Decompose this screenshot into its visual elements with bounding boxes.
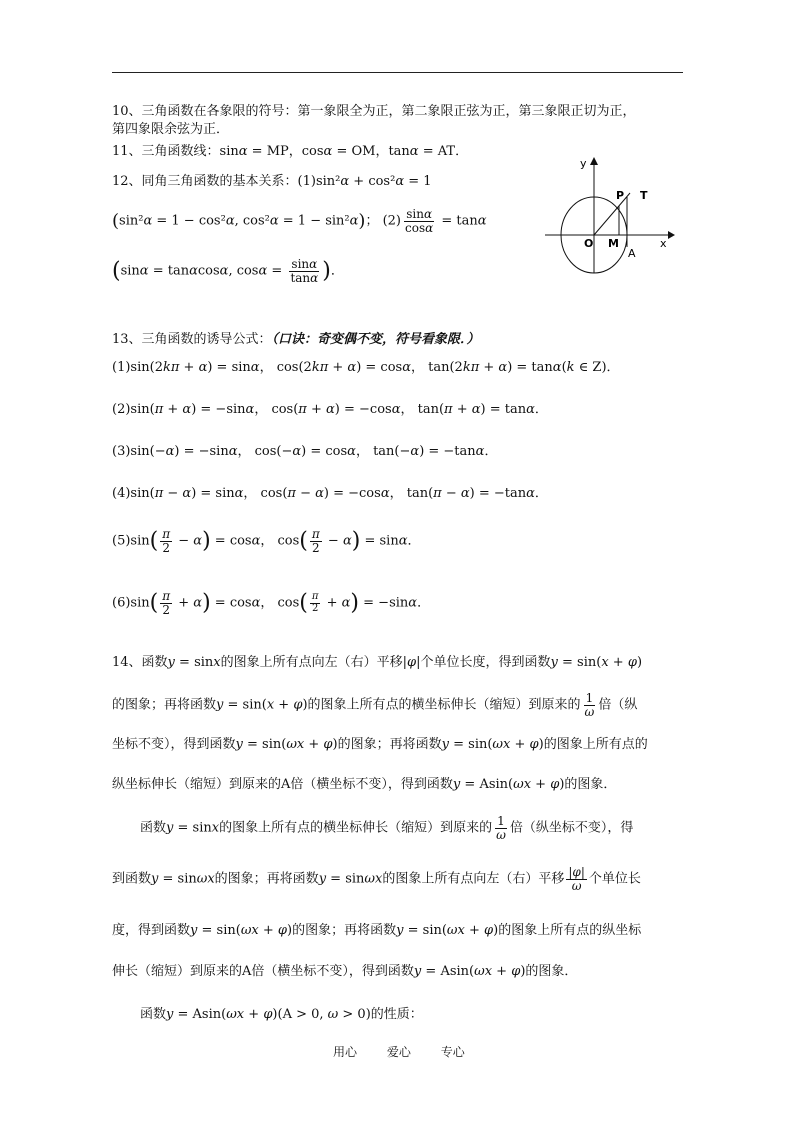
item-14-line-1: 14、函数y = sinx的图象上所有点向左（右）平移|φ|个单位长度，得到函数y = sin(x + φ): [112, 655, 643, 670]
induction-formula-5: (5)sin( $\frac{\pi}{2}$ − α) = cosα， cos( $\frac{\pi}{2}$ − α) = sinα．: [112, 527, 421, 555]
item-14-line-4: 纵坐标伸长（缩短）到原来的A倍（横坐标不变），得到函数y = Asin(ωx + φ)的图象．: [112, 777, 617, 792]
origin-label: O: [584, 237, 594, 250]
induction-formula-6: (6)sin( $\frac{\pi}{2}$ + α) = cosα， cos( $\frac{\pi}{2}$ + α) = −sinα．: [112, 589, 431, 617]
unit-circle-figure: [540, 155, 680, 280]
x-axis-arrow: [668, 231, 675, 239]
item-14-line-2: 的图象；再将函数y = sin(x + φ)的图象上所有点的横坐标伸长（缩短）到原来的 $\frac{1}{\omega}$ 倍（纵: [112, 691, 638, 719]
item-11: 11、三角函数线：sinα = MP，cosα = OM，tanα = AT．: [112, 144, 469, 159]
p-label: P: [616, 189, 625, 202]
item-10-line-1: 10、三角函数在各象限的符号：第一象限全为正，第二象限正弦为正，第三象限正切为正，: [112, 104, 636, 119]
footer-text-1: 用心: [333, 1045, 358, 1059]
induction-formula-1: (1)sin(2kπ + α) = sinα， cos(2kπ + α) = cosα， tan(2kπ + α) = tanα(k ∈ Z)．: [112, 360, 620, 375]
properties-heading: 函数y = Asin(ωx + φ)(A > 0, ω > 0)的性质：: [140, 1007, 423, 1022]
item-12: 12、同角三角函数的基本关系：(1)sin²α + cos²α = 1: [112, 174, 432, 189]
terminal-side: [594, 193, 630, 235]
y-axis-arrow: [590, 157, 598, 165]
item-14-line-3: 坐标不变），得到函数y = sin(ωx + φ)的图象；再将函数y = sin(ωx + φ)的图象上所有点的: [112, 737, 648, 752]
m-label: M: [608, 237, 619, 250]
para-15-line-4: 伸长（缩短）到原来的A倍（横坐标不变），得到函数y = Asin(ωx + φ)的图象．: [112, 964, 578, 979]
para-15-line-1: 函数y = sinx的图象上所有点的横坐标伸长（缩短）到原来的 $\frac{1}{\omega}$ 倍（纵坐标不变），得: [140, 814, 634, 842]
footer-text-2: 爱心: [386, 1045, 411, 1059]
a-label: A: [628, 247, 636, 260]
induction-formula-2: (2)sin(π + α) = −sinα， cos(π + α) = −cosα， tan(π + α) = tanα．: [112, 402, 548, 417]
item-12-formula-1: (sin²α = 1 − cos²α, cos²α = 1 − sin²α)； (2) $\frac{\sin\alpha}{\cos\alpha}$ = tanα: [112, 207, 487, 235]
header-rule: [112, 72, 683, 73]
item-13-heading: 13、三角函数的诱导公式：（口诀：奇变偶不变，符号看象限．）: [112, 332, 480, 347]
para-15-line-2: 到函数y = sinωx的图象；再将函数y = sinωx的图象上所有点向左（右）平移 $\frac{|\varphi|}{\omega}$ 个单位长: [112, 865, 641, 893]
item-10-line-2: 第四象限余弦为正．: [112, 122, 230, 137]
footer-text-3: 专心: [440, 1045, 465, 1059]
induction-formula-3: (3)sin(−α) = −sinα， cos(−α) = cosα， tan(−α) = −tanα．: [112, 444, 498, 459]
x-label: x: [660, 237, 667, 250]
para-15-line-3: 度，得到函数y = sin(ωx + φ)的图象；再将函数y = sin(ωx + φ)的图象上所有点的纵坐标: [112, 923, 642, 938]
item-12-formula-2: (sinα = tanαcosα, cosα = $\frac{\sin\alpha}{\tan\alpha}$ )．: [112, 257, 344, 285]
page-footer: [333, 1043, 491, 1060]
induction-formula-4: (4)sin(π − α) = sinα， cos(π − α) = −cosα， tan(π − α) = −tanα．: [112, 486, 548, 501]
t-label: T: [640, 189, 648, 202]
y-label: y: [580, 157, 587, 170]
